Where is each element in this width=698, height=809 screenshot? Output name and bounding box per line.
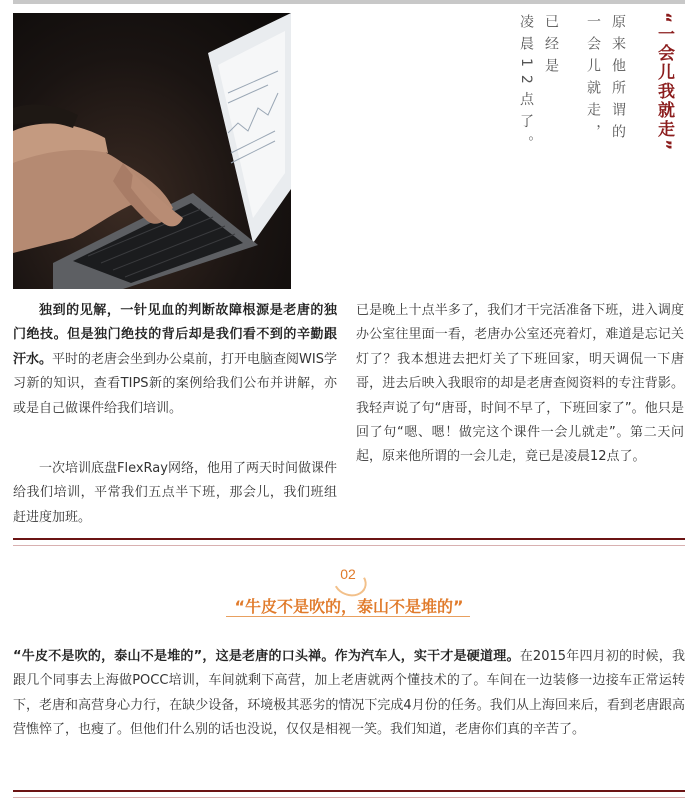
vertical-text-column: 一会儿就走， [585, 14, 601, 146]
section-number: 02 [340, 566, 356, 582]
right-paragraph: 已是晚上十点半多了，我们才干完活准备下班，进入调度办公室往里面一看，老唐办公室还亮着灯，难道是忘记关灯了？我本想进去把灯关了下班回家，明天调侃一下唐哥，进去后映入我眼帘的却是老唐查阅资料的专注背影。我轻声说了句“唐哥，时间不早了，下班回家了”。他只是回了句“嗯、嗯！做完这个课件一会儿就走”。第二天问起，原来他所谓的一会儿走，竟已是凌晨12点了。 [356, 303, 684, 465]
left-paragraph-2: 一次培训底盘FlexRay网络，他用了两天时间做课件给我们培训，平常我们五点半下班，那会儿，我们班组赶进度加班。 [13, 461, 337, 525]
section-title: “牛皮不是吹的，泰山不是堆的” [234, 597, 464, 616]
left-paragraph-1-text: 平时的老唐会坐到办公桌前，打开电脑查阅WIS学习新的知识，查看TIPS新的案例给我们公布并讲解，亦或是自己做课件给我们培训。 [13, 351, 337, 416]
left-paragraph-1-bold: 独到的见解，一针见血的判断故障根源是老唐的独门绝技。但是独门绝技的背后却是我们看不到的辛勤跟汗水。 [13, 303, 337, 367]
section2-paragraph [13, 645, 685, 743]
section-divider [13, 538, 685, 540]
vertical-text-column: 原来他所谓的 [610, 14, 626, 146]
section2-paragraph-text: 在2015年四月初的时候，我跟几个同事去上海做POCC培训，车间就剩下高营，加上老唐就两个懂技术的了。车间在一边装修一边接车正常运转下，老唐和高营身心力行，在缺少设备，环境极其恶劣的情况下完成4月份的任务。我们从上海回来后，看到老唐跟高营憔悴了，也瘦了。但他们什么别的话也没说，仅仅是相视一笑。我们知道，老唐你们真的辛苦了。 [13, 649, 685, 738]
section-divider-thin [13, 545, 685, 546]
section2-paragraph-bold: “牛皮不是吹的，泰山不是堆的”，这是老唐的口头禅。作为汽车人，实干才是硬道理。 [13, 649, 520, 664]
left-paragraph-1 [13, 299, 337, 421]
bottom-divider-thin [13, 797, 685, 798]
section-title-underline [226, 616, 470, 617]
vertical-text-column: 已经是 [543, 14, 559, 80]
laptop-photo [13, 13, 291, 289]
person-typing-on-laptop-icon [13, 13, 291, 289]
top-divider [13, 0, 685, 4]
vertical-text-column: 凌晨12点了。 [518, 14, 534, 158]
bottom-divider [13, 790, 685, 792]
vertical-quote-title: “一会儿我就走” [654, 12, 674, 153]
